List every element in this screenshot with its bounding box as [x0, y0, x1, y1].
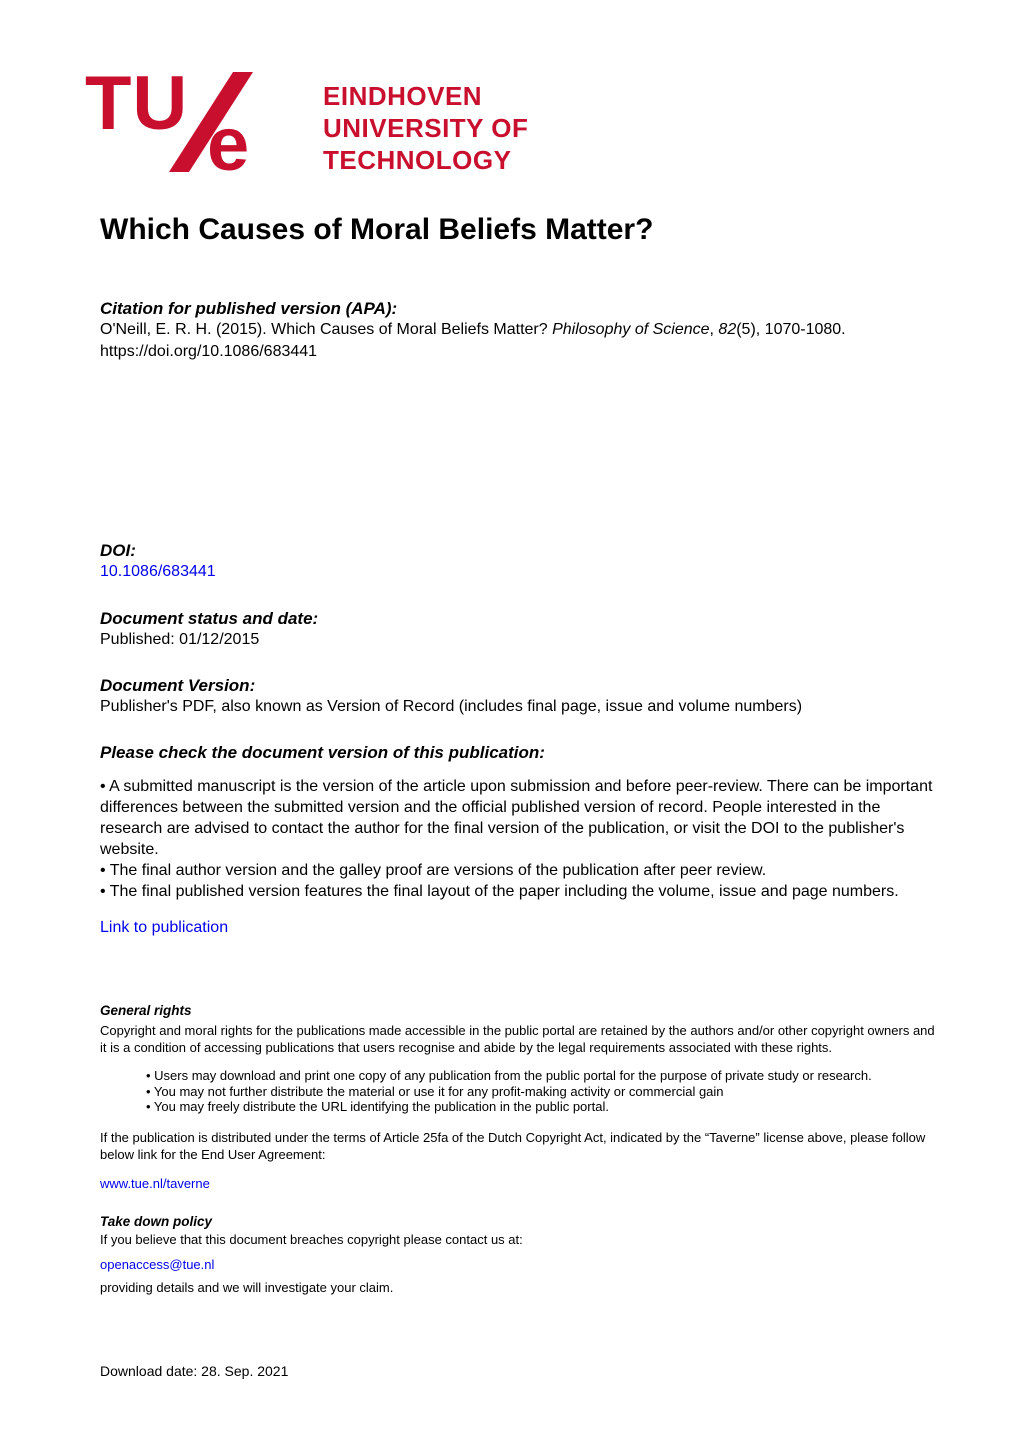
version-text: Publisher's PDF, also known as Version of Record (includes final page, issue and volume numbers): [100, 698, 803, 715]
citation-authors: O'Neill, E. R. H. (2015). Which Causes of Moral Beliefs Matter?: [100, 321, 553, 338]
status-section: [100, 608, 936, 651]
open-access-email-link[interactable]: openaccess@tue.nl: [100, 1256, 215, 1272]
wordmark-line-3: TECHNOLOGY: [323, 145, 512, 175]
take-down-line-1: If you believe that this document breaches copyright please contact us at:: [100, 1231, 523, 1247]
status-text: Published: 01/12/2015: [100, 631, 260, 648]
tue-logo: [85, 72, 528, 176]
rights-bullet-1: • Users may download and print one copy of any publication from the public portal for the purpose of private study or research.: [146, 1068, 872, 1083]
citation-journal: Philosophy of Science: [552, 321, 710, 338]
citation-volume: 82: [718, 321, 737, 338]
general-rights-text: Copyright and moral rights for the publications made accessible in the public portal are retained by the authors and/or other copyright owners and it is a condition of accessing publications that users recognise and abide by the legal requirements associated with these rights.: [100, 1023, 935, 1055]
check-bullet-list: [100, 776, 940, 902]
doi-link[interactable]: 10.1086/683441: [100, 563, 216, 580]
citation-section: [100, 298, 936, 363]
rights-bullet-3: • You may freely distribute the URL identifying the publication in the public portal.: [146, 1099, 609, 1114]
status-heading: Document status and date:: [100, 609, 319, 628]
citation-separator: ,: [709, 321, 719, 338]
rights-bullet-list: [146, 1068, 940, 1115]
take-down-policy-heading: Take down policy: [100, 1213, 213, 1229]
check-bullet-2: • The final author version and the galley proof are versions of the publication after peer review.: [100, 862, 767, 879]
version-section: [100, 675, 936, 718]
taverne-link[interactable]: www.tue.nl/taverne: [100, 1175, 210, 1191]
general-rights-section: [100, 1003, 940, 1296]
document-title: Which Causes of Moral Beliefs Matter?: [100, 213, 654, 246]
logo-letters-tu: TU: [85, 72, 189, 146]
taverne-license-text: If the publication is distributed under the terms of Article 25fa of the Dutch Copyright Act, indicated by the “Taverne” license above, please follow below link for the End User Agreement:: [100, 1129, 926, 1162]
wordmark-line-1: EINDHOVEN: [323, 81, 483, 111]
logo-wordmark: [323, 80, 528, 176]
version-check-section: [100, 742, 940, 938]
citation-heading: Citation for published version (APA):: [100, 299, 398, 318]
download-date: Download date: 28. Sep. 2021: [100, 1363, 289, 1379]
citation-text: [100, 319, 936, 341]
doi-section: [100, 540, 936, 583]
check-heading: Please check the document version of this publication:: [100, 743, 545, 762]
logo-letter-e: e: [207, 102, 251, 172]
general-rights-heading: General rights: [100, 1003, 192, 1018]
rights-bullet-2: • You may not further distribute the material or use it for any profit-making activity or commercial gain: [146, 1083, 724, 1099]
tue-logo-mark-icon: [85, 72, 305, 172]
check-bullet-3: • The final published version features the final layout of the paper including the volume, issue and page numbers.: [100, 883, 899, 900]
take-down-line-2: providing details and we will investigate your claim.: [100, 1279, 394, 1295]
version-heading: Document Version:: [100, 676, 256, 695]
citation-doi-url: https://doi.org/10.1086/683441: [100, 343, 318, 360]
wordmark-line-2: UNIVERSITY OF: [323, 113, 529, 143]
link-to-publication[interactable]: Link to publication: [100, 919, 229, 936]
check-bullet-1: • A submitted manuscript is the version of the article upon submission and before peer-review. There can be important differences between the submitted version and the official published version of record. People interested in the research are advised to contact the author for the final version of the publication, or visit the DOI to the publisher's website.: [100, 778, 933, 858]
citation-pages: (5), 1070-1080.: [736, 321, 846, 338]
doi-heading: DOI:: [100, 541, 136, 560]
